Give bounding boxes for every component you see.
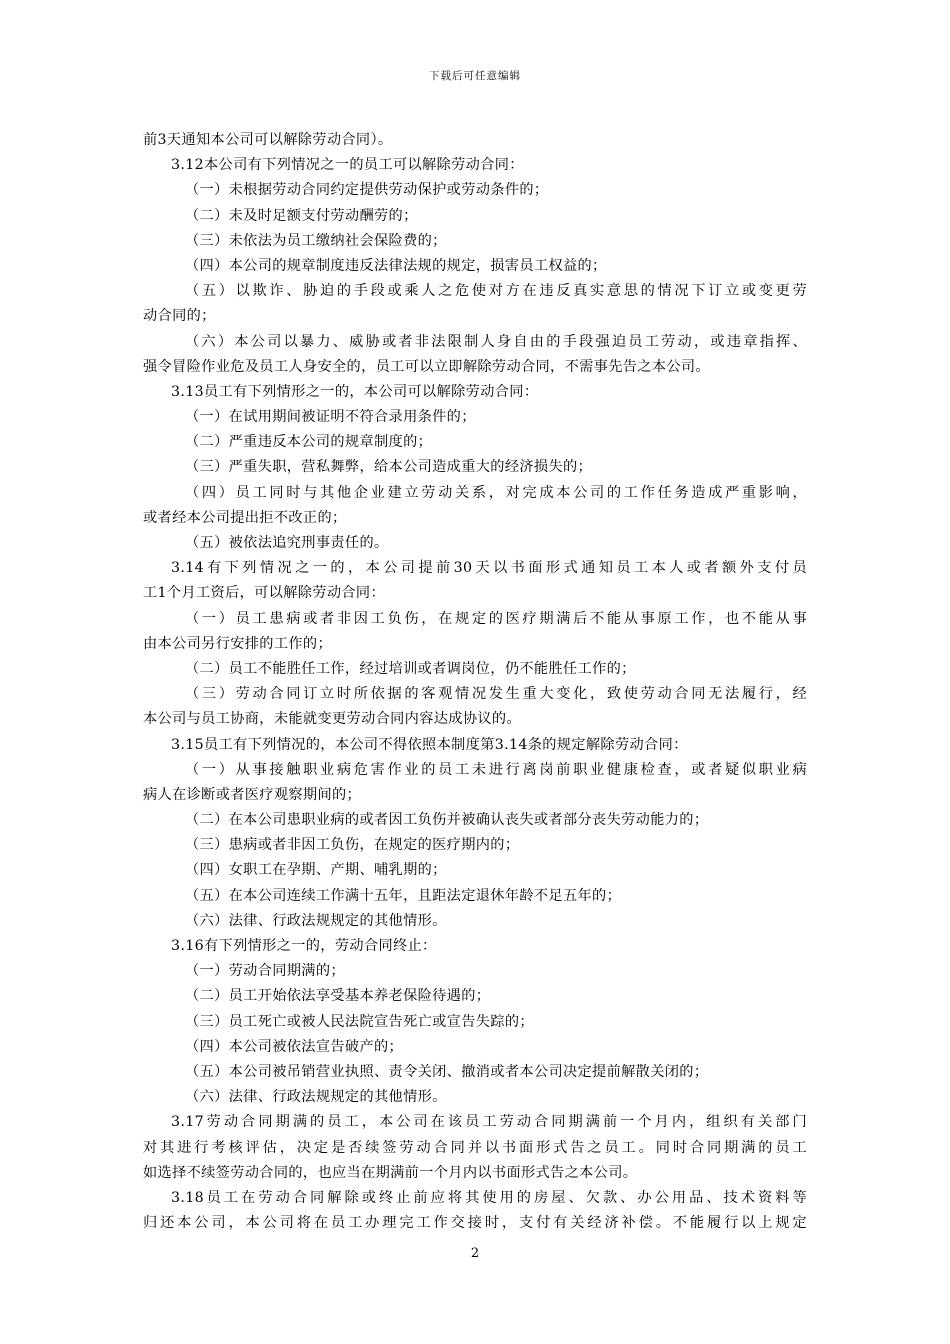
- list-item: （三）患病或者非因工负伤，在规定的医疗期内的；: [185, 837, 520, 854]
- list-item: （五）在本公司连续工作满十五年，且距法定退休年龄不足五年的；: [185, 887, 622, 904]
- clause-heading: 3.16有下列情形之一的，劳动合同终止：: [171, 938, 437, 954]
- list-item: （三）劳动合同订立时所依据的客观情况发生重大变化，致使劳动合同无法履行，经: [185, 686, 807, 703]
- text-line: 归还本公司，本公司将在员工办理完工作交接时，支付有关经济补偿。不能履行以上规定: [143, 1215, 807, 1232]
- list-item: （一）未根据劳动合同约定提供劳动保护或劳动条件的；: [185, 182, 549, 199]
- text-line: 或者经本公司提出拒不改正的；: [143, 509, 347, 526]
- list-item: （四）本公司被依法宣告破产的；: [185, 1038, 404, 1055]
- list-item: （一）劳动合同期满的；: [185, 963, 345, 980]
- text-line: 本公司与员工协商，未能就变更劳动合同内容达成协议的。: [143, 711, 521, 728]
- list-item: （一）从事接触职业病危害作业的员工未进行离岗前职业健康检查，或者疑似职业病: [185, 761, 807, 778]
- list-item: （五）本公司被吊销营业执照、责令关闭、撤消或者本公司决定提前解散关闭的；: [185, 1063, 709, 1080]
- clause-heading: 3.14有下列情况之一的，本公司提前30天以书面形式通知员工本人或者额外支付员: [171, 560, 807, 577]
- text-line: 如选择不续签劳动合同的，也应当在期满前一个月内以书面形式告之本公司。: [143, 1164, 638, 1181]
- list-item: （四）女职工在孕期、产期、哺乳期的；: [185, 862, 447, 879]
- text-line: 对其进行考核评估，决定是否续签劳动合同并以书面形式告之员工。同时合同期满的员工: [143, 1139, 807, 1156]
- list-item: （三）未依法为员工缴纳社会保险费的；: [185, 232, 447, 249]
- page-number: 2: [470, 1246, 480, 1261]
- list-item: （四）员工同时与其他企业建立劳动关系，对完成本公司的工作任务造成严重影响，: [185, 484, 807, 501]
- clause-heading: 3.17劳动合同期满的员工，本公司在该员工劳动合同期满前一个月内，组织有关部门: [171, 1114, 807, 1131]
- text-line: 由本公司另行安排的工作的；: [143, 635, 332, 652]
- document-body: [143, 128, 807, 1236]
- text-line: 工1个月工资后，可以解除劳动合同：: [143, 585, 385, 602]
- clause-heading: 3.18员工在劳动合同解除或终止前应将其使用的房屋、欠款、办公用品、技术资料等: [171, 1189, 807, 1206]
- list-item: （一）在试用期间被证明不符合录用条件的；: [185, 409, 476, 426]
- list-item: （二）员工开始依法享受基本养老保险待遇的；: [185, 988, 491, 1005]
- text-line: 病人在诊断或者医疗观察期间的；: [143, 786, 362, 803]
- text-line: 前3天通知本公司可以解除劳动合同）。: [143, 132, 393, 148]
- clause-heading: 3.13员工有下列情形之一的，本公司可以解除劳动合同：: [171, 383, 539, 400]
- list-item: （二）员工不能胜任工作，经过培训或者调岗位，仍不能胜任工作的；: [185, 660, 636, 677]
- list-item: （五）以欺诈、胁迫的手段或乘人之危使对方在违反真实意思的情况下订立或变更劳: [185, 283, 807, 300]
- list-item: （一）员工患病或者非因工负伤，在规定的医疗期满后不能从事原工作，也不能从事: [185, 610, 807, 627]
- clause-heading: 3.12本公司有下列情况之一的员工可以解除劳动合同：: [171, 157, 524, 174]
- list-item: （六）本公司以暴力、威胁或者非法限制人身自由的手段强迫员工劳动，或违章指挥、: [185, 333, 807, 350]
- page-header: 下载后可任意编辑: [429, 70, 521, 82]
- clause-heading: 3.15员工有下列情况的，本公司不得依照本制度第3.14条的规定解除劳动合同：: [171, 736, 688, 753]
- list-item: （六）法律、行政法规规定的其他情形。: [185, 1089, 447, 1106]
- list-item: （二）未及时足额支付劳动酬劳的；: [185, 207, 418, 224]
- text-line: 动合同的；: [143, 308, 216, 325]
- list-item: （三）严重失职，营私舞弊，给本公司造成重大的经济损失的；: [185, 459, 593, 476]
- list-item: （六）法律、行政法规规定的其他情形。: [185, 912, 447, 929]
- list-item: （三）员工死亡或被人民法院宣告死亡或宣告失踪的；: [185, 1013, 534, 1030]
- list-item: （五）被依法追究刑事责任的。: [185, 535, 389, 551]
- list-item: （二）在本公司患职业病的或者因工负伤并被确认丧失或者部分丧失劳动能力的；: [185, 812, 709, 829]
- list-item: （二）严重违反本公司的规章制度的；: [185, 434, 433, 451]
- text-line: 强令冒险作业危及员工人身安全的，员工可以立即解除劳动合同，不需事先告之本公司。: [143, 358, 710, 375]
- list-item: （四）本公司的规章制度违反法律法规的规定，损害员工权益的；: [185, 257, 607, 274]
